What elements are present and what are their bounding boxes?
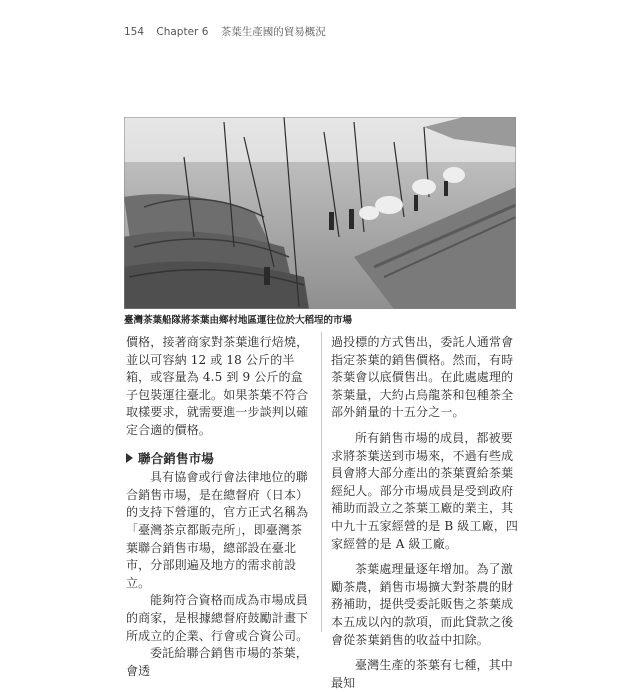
body-paragraph: 能夠符合資格而成為市場成員的商家，是根據總督府鼓勵計畫下所成立的企業、行會或合資公司。: [126, 593, 309, 643]
photo-caption: 臺灣茶葉船隊將茶葉由鄉村地區運往位於大稻埕的市場: [124, 315, 353, 326]
section-heading: [126, 450, 313, 468]
body-paragraph: 委託給聯合銷售市場的茶葉，會透: [126, 646, 308, 678]
left-column: [126, 334, 313, 680]
chapter-title: 茶葉生產國的貿易概況: [220, 26, 326, 38]
body-paragraph: 所有銷售市場的成員，都被要求將茶葉送到市場來，不過有些成員會將大部分產出的茶葉賣給茶葉經紀人。部分市場成員是受到政府補助而設立之茶葉工廠的業主，其中九十五家經營的是 B 級工廠，四家經營的是 A 級工廠。: [331, 430, 518, 551]
running-head: [124, 24, 335, 39]
column-divider: [321, 332, 322, 632]
tea-boats-photo: [124, 117, 516, 309]
body-paragraph: 過投標的方式售出，委託人通常會指定茶葉的銷售價格。然而，有時茶葉會以底價售出。在此處處理的茶葉量，大約占烏龍茶和包種茶全部外銷量的十五分之一。: [331, 335, 514, 420]
page-number: 154: [124, 26, 145, 38]
chapter-label: Chapter 6: [156, 26, 209, 38]
body-paragraph: 具有協會或行會法律地位的聯合銷售市場，是在總督府（日本）的支持下營運的，官方正式名稱為「臺灣茶京都販売所」，即臺灣茶葉聯合銷售市場，總部設在臺北市，分部則遍及地方的需求前設立。: [126, 470, 309, 590]
body-paragraph: 茶葉處理量逐年增加。為了激勵茶農，銷售市場擴大對茶農的財務補助，提供受委託販售之茶葉成本五成以內的款項，而此貸款之後會從茶葉銷售的收益中扣除。: [331, 562, 514, 647]
section-heading-text: 聯合銷售市場: [138, 450, 214, 466]
triangle-bullet-icon: [126, 453, 133, 463]
body-paragraph: 臺灣生產的茶葉有七種，其中最知: [331, 658, 513, 690]
body-paragraph: 價格，接著商家對茶葉進行焙燒，並以可容納 12 或 18 公斤的半箱，或容量為 4.5 到 9 公斤的盒子包裝運往臺北。如果茶葉不符合取樣要求，就需要進一步談判以確定合適的價格。: [126, 335, 309, 437]
right-column: [331, 334, 518, 692]
